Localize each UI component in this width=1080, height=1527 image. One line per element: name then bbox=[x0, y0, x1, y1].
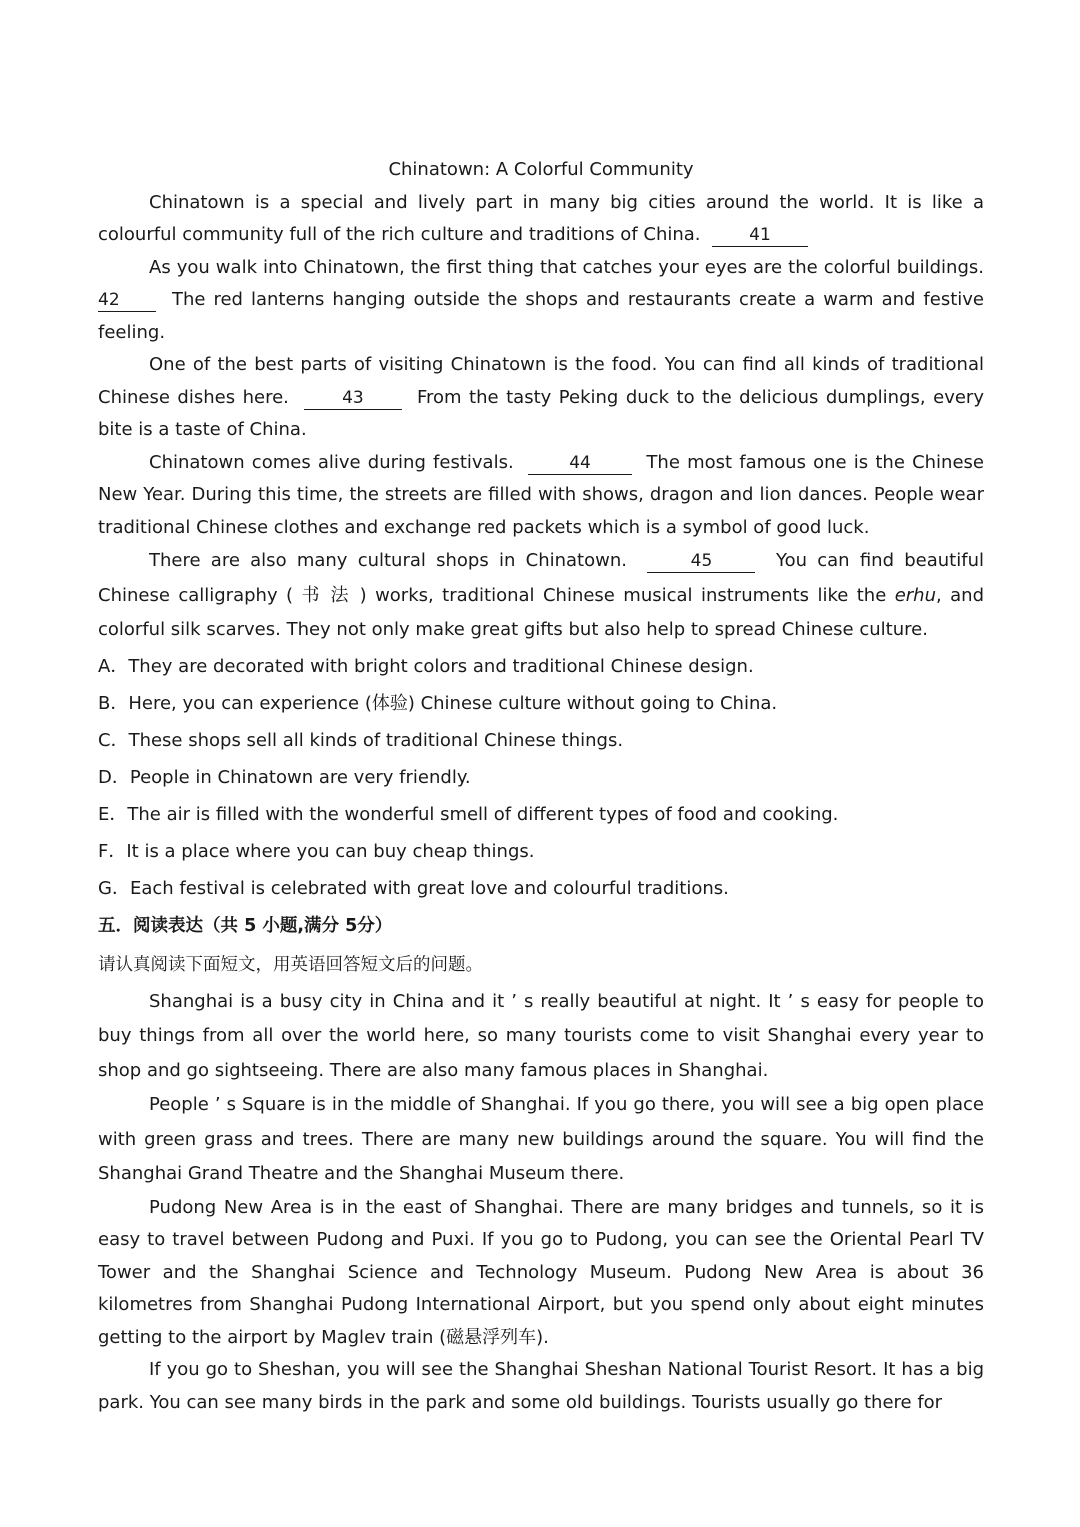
blank-42[interactable]: 42 bbox=[98, 289, 156, 312]
option-g: G．Each festival is celebrated with great love and colourful traditions. bbox=[98, 877, 729, 899]
passage-paragraph-5 bbox=[98, 544, 984, 648]
paragraph-text: The red lanterns hanging outside the shops and restaurants create a warm and festive feeling. bbox=[98, 289, 985, 343]
passage-paragraph-1 bbox=[98, 187, 984, 252]
reading-paragraph-3: Pudong New Area is in the east of Shanghai. There are many bridges and tunnels, so it is easy to travel between Pudong and Puxi. If you go to Pudong, you can see the Oriental Pearl TV Tower and the Shanghai Science and Technology Museum. Pudong New Area is about 36 kilometres from Shanghai Pudong International Airport, but you spend only about eight minutes getting to the airport by Maglev train (磁悬浮列车). bbox=[98, 1196, 984, 1348]
paragraph-text: , and colorful silk scarves. They not only make great gifts but also help to spread Chinese culture. bbox=[98, 584, 984, 640]
option-e: E．The air is filled with the wonderful smell of different types of food and cooking. bbox=[98, 803, 839, 825]
options-list bbox=[98, 648, 984, 907]
paragraph-text: As you walk into Chinatown, the first thing that catches your eyes are the colorful buildings. bbox=[149, 256, 984, 278]
paragraph-text: There are also many cultural shops in Chinatown. bbox=[149, 550, 627, 571]
passage-paragraph-3 bbox=[98, 349, 984, 447]
option-c: C．These shops sell all kinds of traditional Chinese things. bbox=[98, 729, 624, 751]
paragraph-text: Chinatown comes alive during festivals. bbox=[149, 451, 514, 473]
section-heading: 五．阅读表达（共 5 小题,满分 5分） bbox=[98, 915, 393, 936]
blank-45[interactable]: 45 bbox=[647, 550, 755, 573]
paragraph-text: One of the best parts of visiting Chinatown is the food. You can find all kinds of traditional Chinese dishes here. bbox=[98, 354, 984, 408]
blank-43[interactable]: 43 bbox=[304, 387, 402, 410]
option-a: A．They are decorated with bright colors and traditional Chinese design. bbox=[98, 655, 754, 677]
reading-paragraph-4: If you go to Sheshan, you will see the Shanghai Sheshan National Tourist Resort. It has a big park. You can see many birds in the park and some old buildings. Tourists usually go there for bbox=[98, 1359, 984, 1413]
blank-44[interactable]: 44 bbox=[528, 452, 632, 475]
paragraph-text: You can find beautiful Chinese calligraphy ( 书 法 ) works, traditional Chinese musical instruments like the bbox=[98, 550, 984, 606]
paragraph-text: Chinatown is a special and lively part in many big cities around the world. It is like a colourful community full of the rich culture and traditions of China. bbox=[98, 191, 984, 245]
option-b: B．Here, you can experience (体验) Chinese culture without going to China. bbox=[98, 692, 778, 714]
passage-paragraph-2 bbox=[98, 252, 984, 350]
option-d: D．People in Chinatown are very friendly. bbox=[98, 766, 471, 788]
reading-paragraph-1: Shanghai is a busy city in China and it ’ s really beautiful at night. It ’ s easy for people to buy things from all over the world here, so many tourists come to visit Shanghai every year to shop and go sightseeing. There are also many famous places in Shanghai. bbox=[98, 990, 984, 1081]
option-f: F．It is a place where you can buy cheap things. bbox=[98, 840, 535, 862]
blank-41[interactable]: 41 bbox=[712, 224, 808, 247]
paragraph-text: From the tasty Peking duck to the delicious dumplings, every bite is a taste of China. bbox=[98, 386, 984, 440]
passage-title: Chinatown: A Colorful Community bbox=[388, 159, 694, 180]
passage-paragraph-4 bbox=[98, 447, 984, 545]
section-instruction: 请认真阅读下面短文，用英语回答短文后的问题。 bbox=[98, 954, 483, 975]
paragraph-text: The most famous one is the Chinese New Year. During this time, the streets are filled with shows, dragon and lion dances. People wear traditional Chinese clothes and exchange red packets which is a symbol of good luck. bbox=[98, 451, 984, 538]
document-page bbox=[98, 154, 984, 1419]
reading-paragraph-2: People ’ s Square is in the middle of Shanghai. If you go there, you will see a big open place with green grass and trees. There are many new buildings around the square. You will find the Shanghai Grand Theatre and the Shanghai Museum there. bbox=[98, 1094, 984, 1184]
italic-term: erhu bbox=[894, 584, 936, 606]
